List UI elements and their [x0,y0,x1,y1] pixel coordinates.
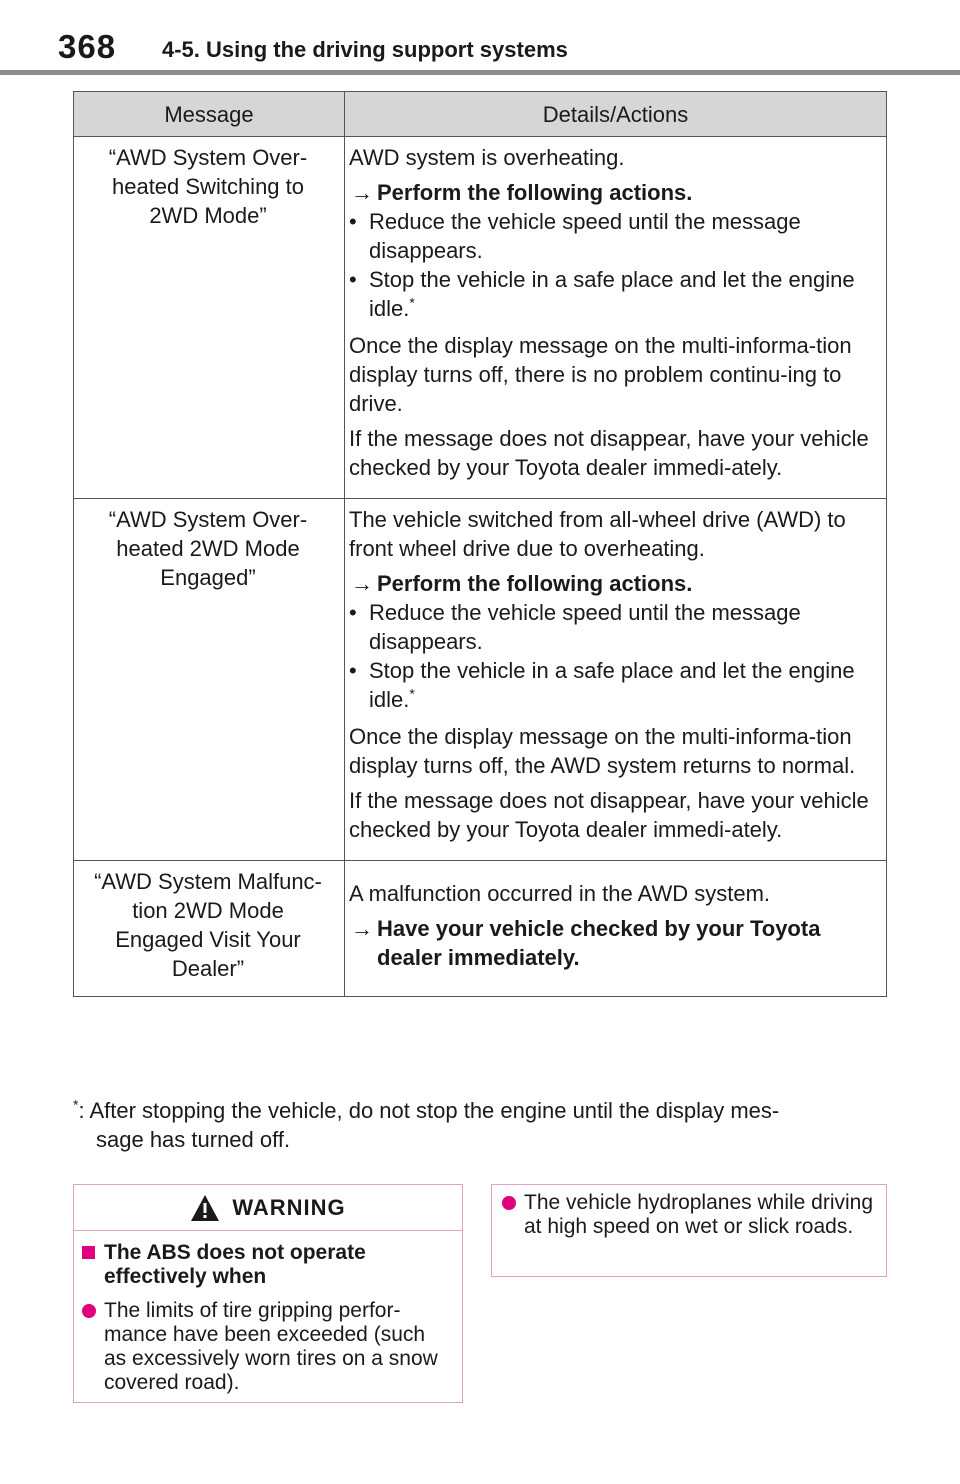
details-cell [345,137,887,499]
footnote-line: sage has turned off. [96,1127,291,1152]
message-text: “AWD System Malfunc-tion 2WD Mode Engaged Visit Your Dealer” [94,869,322,981]
message-cell [74,137,345,499]
action-text: Perform the following actions. [377,571,693,596]
circle-bullet-icon [502,1196,516,1210]
column-header-details: Details/Actions [345,92,887,137]
bullet-dot-icon: • [349,600,357,625]
footnote-marker: * [409,685,415,702]
footnote-marker: * [73,1096,79,1113]
details-cell [345,861,887,997]
details-intro: A malfunction occurred in the AWD system. [349,881,771,906]
arrow-right-icon: → [351,571,373,596]
footnote [73,1096,873,1154]
details-paragraph: If the message does not disappear, have your vehicle checked by your Toyota dealer immedi-ately. [349,788,869,842]
warning-header [74,1185,462,1231]
details-cell [345,499,887,861]
section-title: 4-5. Using the driving support systems [162,37,568,62]
message-cell [74,499,345,861]
warning-title: WARNING [232,1194,346,1220]
header-divider [0,70,960,75]
warning-triangle-icon [190,1194,220,1222]
bullet-dot-icon: • [349,658,357,683]
page-number: 368 [58,28,117,65]
message-text: “AWD System Over-heated 2WD Mode Engaged” [108,507,308,590]
message-table [73,91,887,997]
arrow-right-icon: → [351,916,373,941]
table-row [74,137,887,499]
action-line [349,178,880,207]
footnote-marker: * [409,294,415,311]
warning-item: The limits of tire gripping perfor-mance have been exceeded (such as excessively worn tires on a snow covered road). [82,1299,452,1395]
details-intro: The vehicle switched from all-wheel drive (AWD) to front wheel drive due to overheating. [349,507,846,561]
details-intro: AWD system is overheating. [349,145,625,170]
circle-bullet-icon [82,1304,96,1318]
bullet-item: • Stop the vehicle in a safe place and let the engine idle.* [349,267,855,321]
arrow-right-icon: → [351,180,373,205]
warning-body [74,1231,462,1395]
table-row [74,499,887,861]
footnote-line: *: After stopping the vehicle, do not stop the engine until the display mes- [73,1096,780,1123]
warning-heading: The ABS does not operate effectively when [82,1241,452,1289]
message-text: “AWD System Over-heated Switching to 2WD Mode” [108,145,308,228]
table-header-row [74,92,887,137]
warning-continuation-box [491,1184,887,1277]
bullet-item: • Stop the vehicle in a safe place and let the engine idle.* [349,658,855,712]
details-paragraph: If the message does not disappear, have your vehicle checked by your Toyota dealer immedi-ately. [349,426,869,480]
warning-box [73,1184,463,1403]
bullet-item: • Reduce the vehicle speed until the message disappears. [349,209,801,263]
details-paragraph: Once the display message on the multi-informa-tion display turns off, the AWD system returns to normal. [349,724,856,778]
bullet-dot-icon: • [349,209,357,234]
bullet-item: • Reduce the vehicle speed until the message disappears. [349,600,801,654]
column-header-message: Message [74,92,345,137]
page-header [0,0,960,78]
action-text: Perform the following actions. [377,180,693,205]
action-line [349,914,880,972]
table-row [74,861,887,997]
square-bullet-icon [82,1246,95,1259]
action-text: Have your vehicle checked by your Toyota dealer immediately. [377,916,821,970]
details-paragraph: Once the display message on the multi-informa-tion display turns off, there is no problem continu-ing to drive. [349,333,852,416]
warning-item: The vehicle hydroplanes while driving at high speed on wet or slick roads. [502,1191,876,1239]
action-line [349,569,880,598]
message-cell [74,861,345,997]
bullet-dot-icon: • [349,267,357,292]
